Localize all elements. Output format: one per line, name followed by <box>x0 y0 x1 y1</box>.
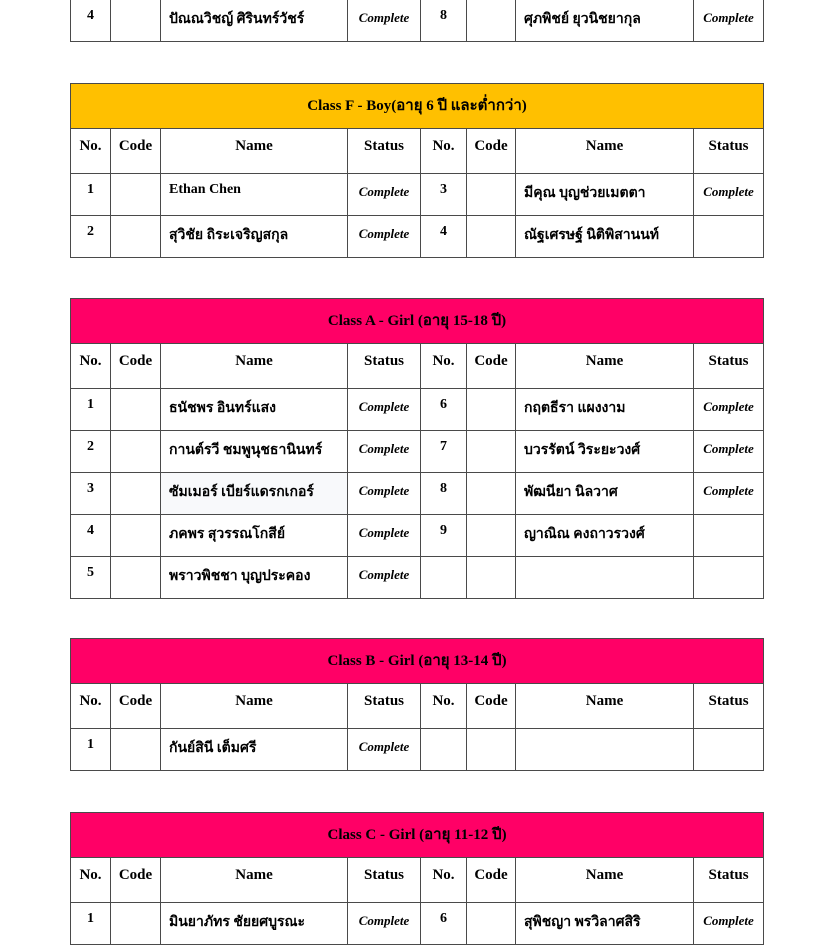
col-header-no: No. <box>421 858 467 903</box>
table-row <box>71 389 764 431</box>
row-code <box>111 431 161 473</box>
col-header-name: Name <box>161 129 348 174</box>
row-code <box>467 389 516 431</box>
row-name <box>516 557 694 599</box>
table-row <box>71 557 764 599</box>
row-code <box>111 389 161 431</box>
row-name: พัฒนียา นิลวาศ <box>516 473 694 515</box>
row-no: 4 <box>71 515 111 557</box>
row-code <box>467 0 516 42</box>
row-no: 1 <box>71 729 111 771</box>
row-name: สุวิชัย ถิระเจริญสกุล <box>161 216 348 258</box>
row-status: Complete <box>348 431 421 473</box>
row-no: 1 <box>71 903 111 945</box>
row-no: 8 <box>421 0 467 42</box>
row-no: 9 <box>421 515 467 557</box>
row-status: Complete <box>348 216 421 258</box>
row-status <box>694 729 764 771</box>
row-code <box>467 473 516 515</box>
row-code <box>467 431 516 473</box>
row-name: มินยาภัทร ชัยยศบูรณะ <box>161 903 348 945</box>
row-name: มีคุณ บุญช่วยเมตตา <box>516 174 694 216</box>
col-header-code: Code <box>111 858 161 903</box>
col-header-status: Status <box>694 858 764 903</box>
row-status: Complete <box>348 473 421 515</box>
col-header-code: Code <box>467 344 516 389</box>
row-no: 3 <box>421 174 467 216</box>
row-name: ธนัชพร อินทร์แสง <box>161 389 348 431</box>
table-row <box>71 216 764 258</box>
row-status: Complete <box>348 557 421 599</box>
col-header-name: Name <box>516 858 694 903</box>
col-header-status: Status <box>694 129 764 174</box>
class-d-boy-table-continued <box>70 0 764 42</box>
class-a-girl-table <box>70 298 764 599</box>
col-header-name: Name <box>516 129 694 174</box>
row-status: Complete <box>694 0 764 42</box>
row-no: 3 <box>71 473 111 515</box>
col-header-name: Name <box>161 344 348 389</box>
row-name: ภคพร สุวรรณโกสีย์ <box>161 515 348 557</box>
row-name: ณัฐเศรษฐ์ นิติพิสานนท์ <box>516 216 694 258</box>
col-header-code: Code <box>467 129 516 174</box>
col-header-no: No. <box>71 858 111 903</box>
row-code <box>467 515 516 557</box>
row-name: ศุภพิชย์ ยุวนิชยากุล <box>516 0 694 42</box>
row-no: 1 <box>71 389 111 431</box>
row-code <box>111 515 161 557</box>
col-header-code: Code <box>111 344 161 389</box>
row-status <box>694 557 764 599</box>
row-code <box>111 557 161 599</box>
row-name: Ethan Chen <box>161 174 348 216</box>
row-no <box>421 557 467 599</box>
col-header-status: Status <box>348 858 421 903</box>
row-no: 6 <box>421 903 467 945</box>
row-status: Complete <box>348 729 421 771</box>
col-header-code: Code <box>111 129 161 174</box>
row-status: Complete <box>694 431 764 473</box>
header-row <box>71 129 764 174</box>
row-no: 7 <box>421 431 467 473</box>
table-row <box>71 515 764 557</box>
row-no <box>421 729 467 771</box>
col-header-name: Name <box>161 684 348 729</box>
row-no: 6 <box>421 389 467 431</box>
row-name: พราวพิชชา บุญประคอง <box>161 557 348 599</box>
row-name: กานต์รวี ชมพูนุชธานินทร์ <box>161 431 348 473</box>
col-header-no: No. <box>421 344 467 389</box>
row-status: Complete <box>694 473 764 515</box>
class-b-girl-table <box>70 638 764 771</box>
row-status: Complete <box>348 903 421 945</box>
header-row <box>71 858 764 903</box>
row-status: Complete <box>694 903 764 945</box>
row-name: บวรรัตน์ วิระยะวงศ์ <box>516 431 694 473</box>
row-no: 4 <box>421 216 467 258</box>
class-title: Class F - Boy(อายุ 6 ปี และต่ำกว่า) <box>71 84 764 129</box>
row-status: Complete <box>348 0 421 42</box>
col-header-code: Code <box>467 858 516 903</box>
table-row <box>71 729 764 771</box>
table-row <box>71 473 764 515</box>
class-title: Class B - Girl (อายุ 13-14 ปี) <box>71 639 764 684</box>
class-c-girl-table <box>70 812 764 945</box>
col-header-status: Status <box>348 344 421 389</box>
table-row <box>71 174 764 216</box>
row-no: 2 <box>71 216 111 258</box>
col-header-no: No. <box>71 684 111 729</box>
col-header-no: No. <box>421 129 467 174</box>
col-header-name: Name <box>516 684 694 729</box>
row-code <box>111 174 161 216</box>
col-header-status: Status <box>348 684 421 729</box>
row-code <box>111 473 161 515</box>
row-no: 4 <box>71 0 111 42</box>
col-header-code: Code <box>467 684 516 729</box>
col-header-status: Status <box>694 344 764 389</box>
col-header-no: No. <box>71 344 111 389</box>
col-header-status: Status <box>348 129 421 174</box>
row-name: ปัณณวิชญ์ ศิรินทร์วัชร์ <box>161 0 348 42</box>
row-name <box>516 729 694 771</box>
row-no: 1 <box>71 174 111 216</box>
row-code <box>111 0 161 42</box>
row-status <box>694 515 764 557</box>
col-header-name: Name <box>161 858 348 903</box>
row-name: ญาณิณ คงถาวรวงศ์ <box>516 515 694 557</box>
header-row <box>71 684 764 729</box>
row-status <box>694 216 764 258</box>
row-status: Complete <box>694 174 764 216</box>
row-status: Complete <box>348 389 421 431</box>
row-no: 2 <box>71 431 111 473</box>
row-code <box>467 216 516 258</box>
header-row <box>71 344 764 389</box>
col-header-no: No. <box>421 684 467 729</box>
row-name: กันย์สินี เต็มศรี <box>161 729 348 771</box>
row-status: Complete <box>348 174 421 216</box>
table-row <box>71 903 764 945</box>
class-title: Class C - Girl (อายุ 11-12 ปี) <box>71 813 764 858</box>
row-code <box>111 903 161 945</box>
col-header-status: Status <box>694 684 764 729</box>
table-row <box>71 431 764 473</box>
col-header-code: Code <box>111 684 161 729</box>
row-code <box>111 216 161 258</box>
row-name: ซัมเมอร์ เบียร์แดรกเกอร์ <box>161 473 348 515</box>
class-f-boy-table <box>70 83 764 258</box>
row-status: Complete <box>348 515 421 557</box>
row-no: 5 <box>71 557 111 599</box>
row-code <box>467 729 516 771</box>
table-row <box>71 0 764 42</box>
row-name: กฤตธีรา แผงงาม <box>516 389 694 431</box>
row-name: สุพิชญา พรวิลาศสิริ <box>516 903 694 945</box>
col-header-name: Name <box>516 344 694 389</box>
row-no: 8 <box>421 473 467 515</box>
class-title: Class A - Girl (อายุ 15-18 ปี) <box>71 299 764 344</box>
row-code <box>467 903 516 945</box>
row-code <box>467 174 516 216</box>
row-code <box>111 729 161 771</box>
row-status: Complete <box>694 389 764 431</box>
row-code <box>467 557 516 599</box>
col-header-no: No. <box>71 129 111 174</box>
